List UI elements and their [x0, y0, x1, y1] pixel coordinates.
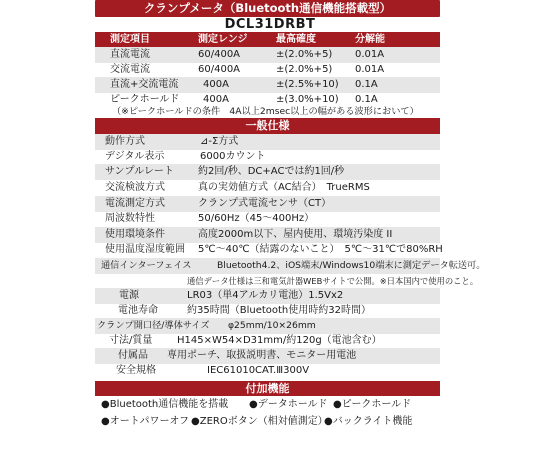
general-label: 寸法/質量: [109, 335, 153, 346]
general-spec-heading: 一般仕様: [95, 118, 440, 134]
general-value: 50/60Hz（45〜400Hz）: [198, 213, 315, 224]
general-value: 専用ポーチ、取扱説明書、モニター用電池: [167, 350, 357, 361]
spec-row: [95, 62, 440, 78]
spec-item: ピークホールド: [110, 94, 180, 105]
general-row: [95, 149, 440, 165]
option-item: ●Bluetooth通信機能を搭載: [101, 399, 229, 410]
spec-item: 直流+交流電流: [110, 79, 179, 90]
general-row: [95, 196, 440, 212]
general-value: Bluetooth4.2、iOS端末/Windows10端末に測定データ転送可。: [217, 260, 486, 271]
general-row: [95, 242, 443, 258]
spec-accuracy: ±(2.5%+10): [276, 79, 339, 90]
general-label: クランプ開口径/導体サイズ: [97, 320, 210, 331]
general-row: [95, 211, 440, 227]
general-label: 電流測定方式: [105, 198, 165, 209]
spec-table-header: [95, 32, 440, 47]
option-item: ●ZEROボタン（相対値測定）: [191, 416, 328, 427]
general-value: 真の実効値方式（AC結合） TrueRMS: [198, 182, 370, 193]
spec-row: [95, 77, 440, 93]
general-label: 安全規格: [116, 365, 156, 376]
options-row: [95, 413, 440, 430]
model-number: DCL31DRBT: [224, 17, 316, 32]
general-label: 通信インターフェイス: [101, 260, 192, 271]
general-row: [95, 333, 440, 349]
general-row: [95, 288, 440, 304]
general-value: IEC61010CAT.Ⅲ300V: [207, 365, 310, 376]
options-row: [95, 396, 440, 413]
spec-accuracy: ±(2.0%+5): [276, 64, 333, 75]
spec-note: （※ピークホールドの条件 4A以上2msec以上の幅がある波形において）: [112, 106, 419, 117]
general-value: 約2回/秒、DC+ACでは約1回/秒: [198, 166, 345, 177]
spec-header-resolution: 分解能: [355, 34, 385, 45]
general-value: ⊿-Σ方式: [200, 136, 239, 147]
general-value: 通信データ仕様は三和電気計器WEBサイトで公開。※日本国内で使用のこと。: [187, 276, 479, 286]
general-row: [95, 164, 440, 180]
spec-resolution: 0.1A: [355, 79, 378, 90]
general-label: 付属品: [118, 350, 148, 361]
general-value: H145×W54×D31mm/約120g（電池含む）: [177, 335, 382, 346]
general-label: 電池寿命: [118, 305, 158, 316]
general-value: LR03（単4アルカリ電池）1.5Vx2: [187, 290, 344, 301]
general-value: φ25mm/10×26mm: [228, 320, 316, 331]
options-heading: 付加機能: [95, 381, 440, 396]
option-item: ●データホールド: [249, 399, 328, 410]
spec-accuracy: ±(3.0%+10): [276, 94, 339, 105]
general-label: サンプルレート: [105, 166, 174, 177]
general-value: 高度2000m以下、屋内使用、環境汚染度 II: [198, 229, 393, 240]
spec-resolution: 0.1A: [355, 94, 378, 105]
general-label: 周波数特性: [105, 213, 155, 224]
general-value: 約35時間（Bluetooth使用時約32時間）: [187, 305, 371, 316]
spec-range: 400A: [203, 79, 229, 90]
general-row: [95, 180, 440, 196]
spec-resolution: 0.01A: [355, 49, 385, 60]
spec-header-accuracy: 最高確度: [276, 34, 316, 45]
general-label: 動作方式: [105, 136, 145, 147]
general-value: 5℃〜40℃（結露のないこと） 5℃〜31℃で80%RH: [198, 244, 443, 255]
general-row: [95, 258, 486, 274]
option-item: ●オートパワーオフ: [101, 416, 190, 427]
general-value: 6000カウント: [200, 151, 266, 162]
option-item: ●ピークホールド: [333, 399, 412, 410]
general-label: デジタル表示: [105, 151, 165, 162]
general-label: 電源: [119, 290, 139, 301]
general-row: [95, 273, 479, 289]
spec-range: 60/400A: [198, 49, 241, 60]
general-label: 使用温度湿度範囲: [105, 244, 185, 255]
title-bar: クランプメータ（Bluetooth通信機能搭載型）: [95, 0, 440, 17]
spec-accuracy: ±(2.0%+5): [276, 49, 333, 60]
spec-header-item: 測定項目: [110, 34, 150, 45]
spec-range: 60/400A: [198, 64, 241, 75]
general-row: [95, 134, 440, 150]
option-item: ●バックライト機能: [324, 416, 413, 427]
spec-row: [95, 47, 440, 63]
general-label: 使用環境条件: [105, 229, 165, 240]
spec-resolution: 0.01A: [355, 64, 385, 75]
spec-range: 400A: [203, 94, 229, 105]
general-row: [95, 348, 440, 364]
general-row: [95, 318, 440, 334]
spec-item: 交流電流: [110, 64, 150, 75]
spec-header-range: 測定レンジ: [198, 34, 248, 45]
general-label: 交流検波方式: [105, 182, 165, 193]
general-row: [95, 227, 440, 243]
general-row: [95, 303, 440, 319]
general-value: クランプ式電流センサ（CT）: [198, 198, 332, 209]
general-row: [95, 363, 440, 379]
spec-item: 直流電流: [110, 49, 150, 60]
